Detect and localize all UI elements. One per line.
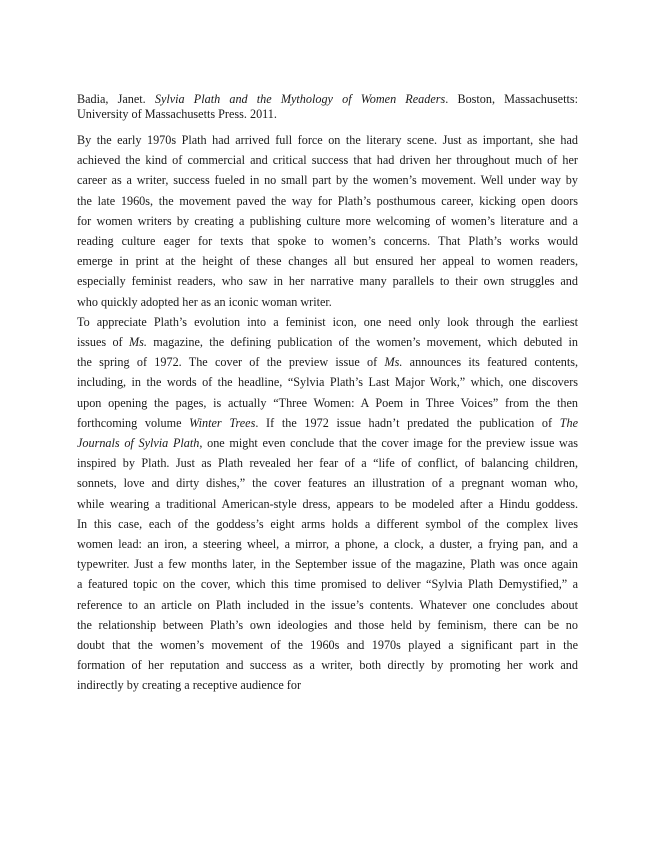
book-title: The xyxy=(559,415,578,430)
paragraph-2 xyxy=(77,312,578,696)
text-line: for women writers by creating a publishing culture more welcoming of women’s literature and a xyxy=(77,213,578,228)
paragraph-1 xyxy=(77,130,578,312)
text-line: Journals of Sylvia Plath, one might even conclude that the cover image for the preview issue was xyxy=(77,436,578,451)
text-line: a featured topic on the cover, which this time promised to deliver “Sylvia Plath Demystified,” a xyxy=(77,577,578,592)
citation-line: Badia, Janet. Sylvia Plath and the Mythology of Women Readers. Boston, Massachusetts: xyxy=(77,92,578,106)
citation xyxy=(77,92,578,122)
text-line: especially feminist readers, who saw in her narrative many parallels to their own struggles and xyxy=(77,274,578,289)
magazine-title: Ms. xyxy=(128,335,147,350)
text-line: the relationship between Plath’s own ideologies and those held by feminism, there can be no xyxy=(77,617,578,632)
text-line: career as a writer, success fueled in no small part by the women’s movement. Well under way by xyxy=(77,173,578,188)
text-line: women lead: an iron, a steering wheel, a mirror, a phone, a clock, a duster, a frying pan, and a xyxy=(77,537,578,552)
text-line: In this case, each of the goddess’s eight arms holds a different symbol of the complex lives xyxy=(77,516,578,531)
text-line: while wearing a traditional American-style dress, appears to be modeled after a Hindu goddess. xyxy=(77,496,578,511)
text-line: inspired by Plath. Just as Plath revealed her fear of a “life of conflict, of balancing children, xyxy=(77,456,578,471)
text-line: upon opening the pages, is actually “Three Women: A Poem in Three Voices” from the then xyxy=(77,395,578,410)
text-line: who quickly adopted her as an iconic woman writer. xyxy=(77,294,332,309)
citation-line: University of Massachusetts Press. 2011. xyxy=(77,107,277,121)
text-line: emerge in print at the height of these changes all but ensured her appeal to women readers, xyxy=(77,254,578,269)
text-line: To appreciate Plath’s evolution into a feminist icon, one need only look through the earliest xyxy=(77,314,578,329)
text-line: including, in the words of the headline, “Sylvia Plath’s Last Major Work,” which, one discovers xyxy=(77,375,578,390)
text-line: issues of Ms. magazine, the defining publication of the women’s movement, which debuted in xyxy=(77,335,578,350)
text-line: typewriter. Just a few months later, in the September issue of the magazine, Plath was once again xyxy=(77,557,578,572)
text-line: sonnets, love and dirty dishes,” the cover features an illustration of a pregnant woman who, xyxy=(77,476,578,491)
text-line: the spring of 1972. The cover of the preview issue of Ms. announces its featured contents, xyxy=(77,355,578,370)
book-title: Sylvia Plath and the Mythology of Women Readers xyxy=(154,92,446,106)
text-line: forthcoming volume Winter Trees. If the 1972 issue hadn’t predated the publication of The xyxy=(77,415,578,430)
text-line: formation of her reputation and success as a writer, both directly by promoting her work and xyxy=(77,658,578,673)
text-line: By the early 1970s Plath had arrived full force on the literary scene. Just as important, she had xyxy=(77,133,578,147)
text-line: reading culture eager for texts that spoke to women’s concerns. That Plath’s works would xyxy=(77,234,578,249)
book-title: Journals of Sylvia Plath, xyxy=(77,436,203,451)
text-line: the late 1960s, the movement paved the way for Plath’s posthumous career, kicking open doors xyxy=(77,193,578,208)
text-line: reference to an article on Plath included in the issue’s contents. Whatever one concludes about xyxy=(77,597,578,612)
document-page xyxy=(77,92,578,696)
text-line: achieved the kind of commercial and critical success that had driven her throughout much of her xyxy=(77,153,578,168)
text-line: indirectly by creating a receptive audience for xyxy=(77,678,301,693)
magazine-title: Ms. xyxy=(384,355,403,370)
text-line: doubt that the women’s movement of the 1960s and 1970s played a significant part in the xyxy=(77,638,578,653)
book-title: Winter Trees xyxy=(189,415,256,430)
